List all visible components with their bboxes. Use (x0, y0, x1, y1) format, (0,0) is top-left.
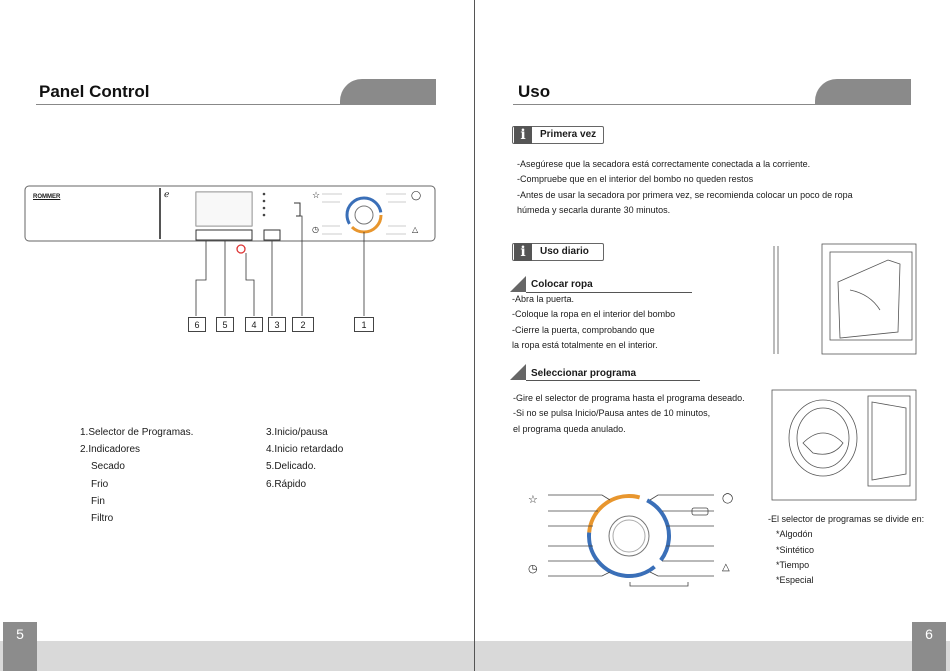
text-line: *Especial (776, 575, 814, 586)
header-rule-right (513, 104, 817, 105)
legend-item: Fin (91, 495, 105, 507)
text-line: -Abra la puerta. (512, 294, 575, 304)
callout-6: 6 (188, 317, 206, 332)
daily-use-label: Uso diario (540, 246, 589, 257)
footer-bar-left (0, 641, 474, 671)
page-title-left: Panel Control (39, 82, 150, 101)
callout-5: 5 (216, 317, 234, 332)
legend-col-2 (266, 424, 343, 493)
dryer-door-closed-illustration (768, 242, 918, 357)
header-tab-right (815, 79, 911, 105)
page-title-right: Uso (518, 82, 551, 101)
section-triangle-icon (510, 364, 526, 380)
text-line: -Compruebe que en el interior del bombo no queden restos (517, 174, 754, 185)
load-text (512, 292, 675, 353)
callout-3: 3 (268, 317, 286, 332)
info-icon: i (514, 243, 532, 261)
first-use-label: Primera vez (540, 129, 597, 140)
text-line: el programa queda anulado. (513, 423, 626, 434)
star-icon: ☆ (312, 190, 321, 200)
first-use-label-box (512, 126, 604, 144)
text-line: *Tiempo (776, 559, 810, 570)
callout-4: 4 (245, 317, 263, 332)
text-line: -Cierre la puerta, comprobando que (512, 324, 655, 335)
legend-item: 2.Indicadores (80, 444, 141, 456)
star-icon: ☆ (528, 494, 538, 506)
clock-icon: ◷ (528, 563, 538, 575)
text-line: la ropa está totalmente en el interior. (512, 339, 658, 350)
text-line: húmeda y secarla durante 30 minutos. (517, 204, 671, 215)
shirt-icon: ◯ (722, 493, 734, 504)
callout-1: 1 (354, 317, 374, 332)
text-line: -Gire el selector de programa hasta el programa deseado. (513, 393, 745, 403)
control-panel-diagram (20, 180, 440, 340)
dryer-door-open-illustration (768, 388, 918, 503)
shirt-icon: ◯ (411, 190, 422, 200)
brand-logo: ROMMER (33, 194, 61, 200)
legend-col-1 (80, 424, 193, 527)
footer-bar-right (475, 641, 950, 671)
selector-text (768, 512, 924, 588)
program-selector-diagram (518, 486, 754, 592)
legend-item: 4.Inicio retardado (266, 444, 344, 456)
legend-item: Frio (91, 478, 109, 490)
section-triangle-icon (510, 276, 526, 292)
text-line: *Sintético (776, 544, 815, 555)
page-number-left: 5 (3, 622, 37, 671)
legend-item: 3.Inicio/pausa (266, 427, 328, 438)
info-icon: i (514, 126, 532, 144)
program-heading: Seleccionar programa (531, 368, 637, 379)
text-line: -Si no se pulsa Inicio/Pausa antes de 10 minutos, (513, 408, 711, 419)
clock-icon: ◷ (312, 225, 319, 234)
program-heading-rule (526, 380, 700, 381)
text-line: -Coloque la ropa en el interior del bombo (512, 309, 676, 320)
text-line: -Antes de usar la secadora por primera vez, se recomienda colocar un poco de ropa (517, 189, 853, 200)
first-use-text (517, 157, 853, 218)
callout-2: 2 (292, 317, 314, 332)
load-heading: Colocar ropa (531, 279, 593, 290)
daily-use-label-box (512, 243, 604, 261)
page-number-right: 6 (912, 622, 946, 671)
legend-item: 6.Rápido (266, 478, 307, 490)
text-line: *Algodón (776, 529, 813, 540)
page-divider (474, 0, 475, 671)
program-text (513, 391, 745, 437)
header-tab-left (340, 79, 436, 105)
triangle-icon: △ (412, 225, 419, 234)
legend-item: 1.Selector de Programas. (80, 427, 194, 438)
legend-item: Secado (91, 461, 125, 473)
legend-item: 5.Delicado. (266, 461, 317, 473)
triangle-icon: △ (722, 562, 730, 573)
legend-item: Filtro (91, 513, 114, 525)
wifi-icon: ℯ (164, 189, 170, 199)
text-line: -El selector de programas se divide en: (768, 514, 925, 524)
header-rule-left (36, 104, 342, 105)
text-line: -Asegúrese que la secadora está correctamente conectada a la corriente. (517, 159, 811, 169)
